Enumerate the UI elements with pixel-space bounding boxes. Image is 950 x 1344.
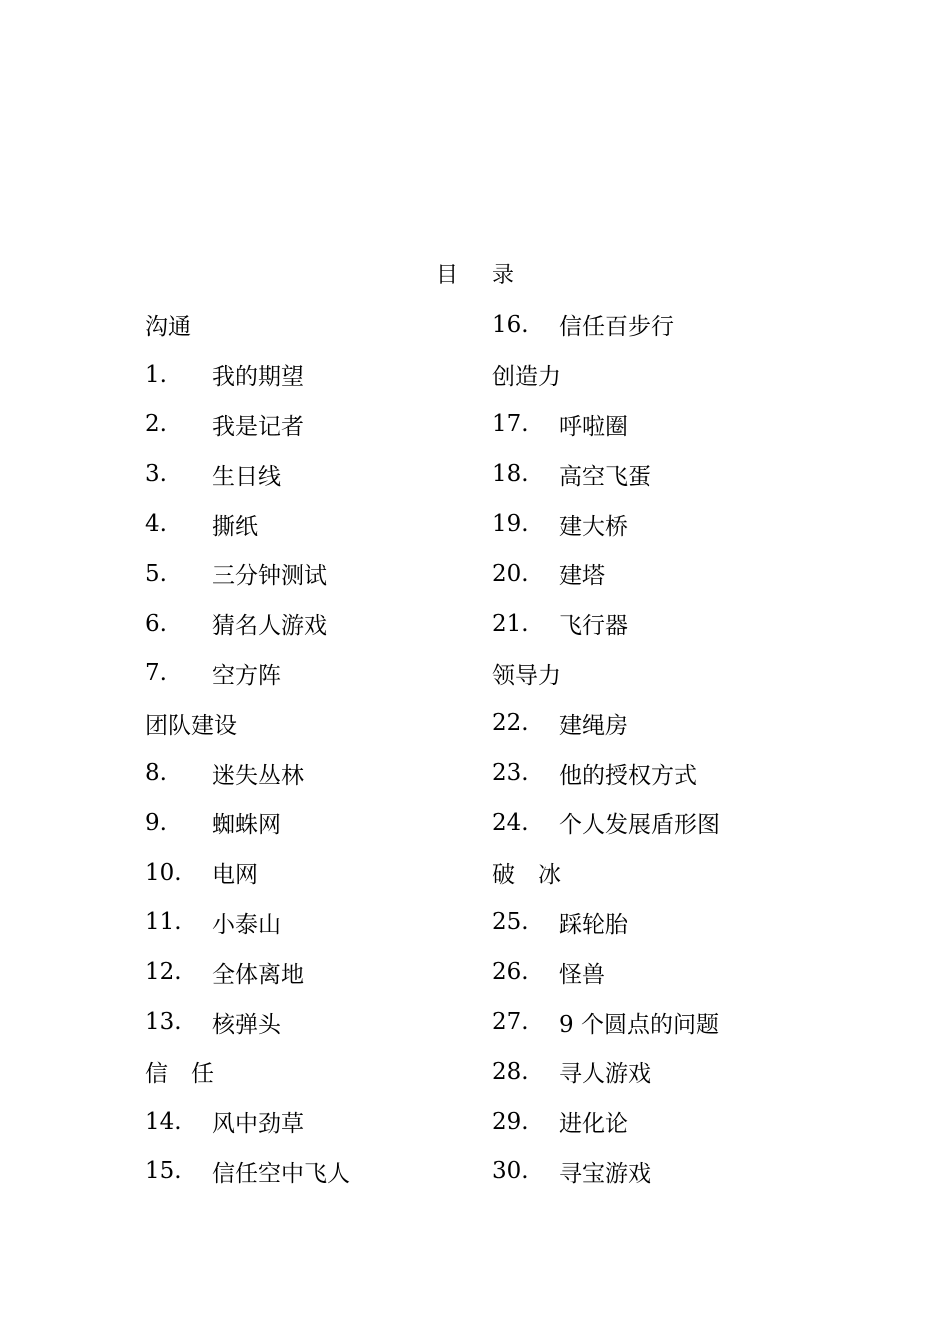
toc-entry-number: 30. [492, 1158, 529, 1185]
toc-entry-title: 全体离地 [212, 961, 304, 988]
toc-entry [492, 599, 822, 649]
toc-entry-title: 我的期望 [212, 364, 304, 391]
toc-entry-title: 核弹头 [212, 1011, 281, 1038]
toc-entry-number: 15. [145, 1158, 182, 1185]
toc-entry [145, 499, 475, 549]
toc-entry-title: 蜘蛛网 [212, 812, 281, 839]
toc-entry [492, 698, 822, 748]
toc-entry-title: 建大桥 [559, 513, 628, 540]
toc-entry [492, 1147, 822, 1197]
toc-section-heading-text: 团队建设 [145, 712, 237, 739]
toc-entry [145, 649, 475, 699]
toc-entry-title: 呼啦圈 [559, 413, 628, 440]
toc-entry [145, 449, 475, 499]
toc-entry [492, 449, 822, 499]
toc-entry [145, 798, 475, 848]
toc-section-heading-text: 破 冰 [492, 862, 561, 889]
toc-section-heading [145, 300, 475, 350]
toc-entry [492, 898, 822, 948]
toc-entry [492, 400, 822, 450]
toc-title [0, 262, 950, 290]
toc-section-heading [145, 698, 475, 748]
toc-section-heading-text: 信 任 [145, 1061, 214, 1088]
toc-entry [492, 499, 822, 549]
toc-entry-title: 信任百步行 [559, 314, 674, 341]
toc-entry [145, 947, 475, 997]
toc-entry-number: 2. [145, 411, 167, 438]
toc-section-heading [145, 1047, 475, 1097]
toc-entry [492, 1097, 822, 1147]
toc-entry-number: 27. [492, 1009, 529, 1036]
toc-entry-title: 风中劲草 [212, 1111, 304, 1138]
toc-entry-number: 5. [145, 560, 167, 587]
toc-entry-number: 22. [492, 710, 529, 737]
toc-title-char: 录 [492, 263, 515, 288]
toc-entry [492, 947, 822, 997]
toc-entry-title: 踩轮胎 [559, 911, 628, 938]
toc-entry-title: 迷失丛林 [212, 762, 304, 789]
toc-section-heading-text: 沟通 [145, 314, 191, 341]
toc-entry-title: 小泰山 [212, 911, 281, 938]
toc-entry-title: 个人发展盾形图 [559, 812, 720, 839]
toc-entry-number: 24. [492, 809, 529, 836]
toc-entry-number: 12. [145, 959, 182, 986]
toc-entry-number: 8. [145, 760, 167, 787]
toc-entry-title: 他的授权方式 [559, 762, 697, 789]
toc-entry-title: 建绳房 [559, 712, 628, 739]
toc-entry [145, 350, 475, 400]
toc-entry-number: 13. [145, 1009, 182, 1036]
toc-entry [145, 898, 475, 948]
toc-entry-number: 29. [492, 1108, 529, 1135]
toc-entry-number: 28. [492, 1058, 529, 1085]
toc-entry [145, 1097, 475, 1147]
toc-entry-title: 怪兽 [559, 961, 605, 988]
toc-entry-number: 1. [145, 361, 167, 388]
toc-entry-title: 猜名人游戏 [212, 613, 327, 640]
toc-entry-title: 寻宝游戏 [559, 1160, 651, 1187]
toc-entry-title: 进化论 [559, 1111, 628, 1138]
toc-entry-number: 14. [145, 1108, 182, 1135]
toc-section-heading [492, 350, 822, 400]
toc-entry-title: 生日线 [212, 463, 281, 490]
toc-entry-title: 飞行器 [559, 613, 628, 640]
toc-left-column [145, 300, 475, 1196]
toc-entry-number: 25. [492, 909, 529, 936]
toc-entry-title: 信任空中飞人 [212, 1160, 350, 1187]
toc-right-column [492, 300, 822, 1196]
toc-entry [145, 848, 475, 898]
toc-entry-title: 电网 [212, 862, 258, 889]
toc-entry-number: 19. [492, 511, 529, 538]
toc-section-heading-text: 创造力 [492, 364, 561, 391]
toc-entry-number: 26. [492, 959, 529, 986]
toc-entry-number: 3. [145, 461, 167, 488]
toc-entry [492, 997, 822, 1047]
toc-entry [145, 549, 475, 599]
toc-entry-number: 6. [145, 610, 167, 637]
toc-entry-number: 21. [492, 610, 529, 637]
toc-entry-title: 三分钟测试 [212, 563, 327, 590]
toc-entry-title: 我是记者 [212, 413, 304, 440]
toc-entry-number: 18. [492, 461, 529, 488]
toc-entry [145, 748, 475, 798]
toc-entry [145, 1147, 475, 1197]
toc-entry [145, 400, 475, 450]
toc-entry-number: 4. [145, 511, 167, 538]
toc-entry-number: 20. [492, 560, 529, 587]
toc-entry-number: 17. [492, 411, 529, 438]
toc-section-heading-text: 领导力 [492, 662, 561, 689]
toc-entry [145, 997, 475, 1047]
toc-entry [492, 1047, 822, 1097]
toc-entry-number: 7. [145, 660, 167, 687]
toc-entry-title: 建塔 [559, 563, 605, 590]
toc-entry-number: 9. [145, 809, 167, 836]
toc-entry-number: 11. [145, 909, 182, 936]
toc-entry [492, 549, 822, 599]
toc-entry-title: 寻人游戏 [559, 1061, 651, 1088]
toc-entry [492, 748, 822, 798]
toc-entry-title: 空方阵 [212, 662, 281, 689]
toc-entry-title: 高空飞蛋 [559, 463, 651, 490]
toc-entry-number: 10. [145, 859, 182, 886]
toc-title-char: 目 [435, 263, 458, 288]
toc-entry-number: 23. [492, 760, 529, 787]
toc-entry [492, 798, 822, 848]
toc-section-heading [492, 848, 822, 898]
toc-entry-title: 撕纸 [212, 513, 258, 540]
toc-entry [492, 300, 822, 350]
toc-entry-number: 16. [492, 311, 529, 338]
toc-entry [145, 599, 475, 649]
toc-section-heading [492, 649, 822, 699]
toc-entry-title: 9 个圆点的问题 [559, 1011, 719, 1038]
